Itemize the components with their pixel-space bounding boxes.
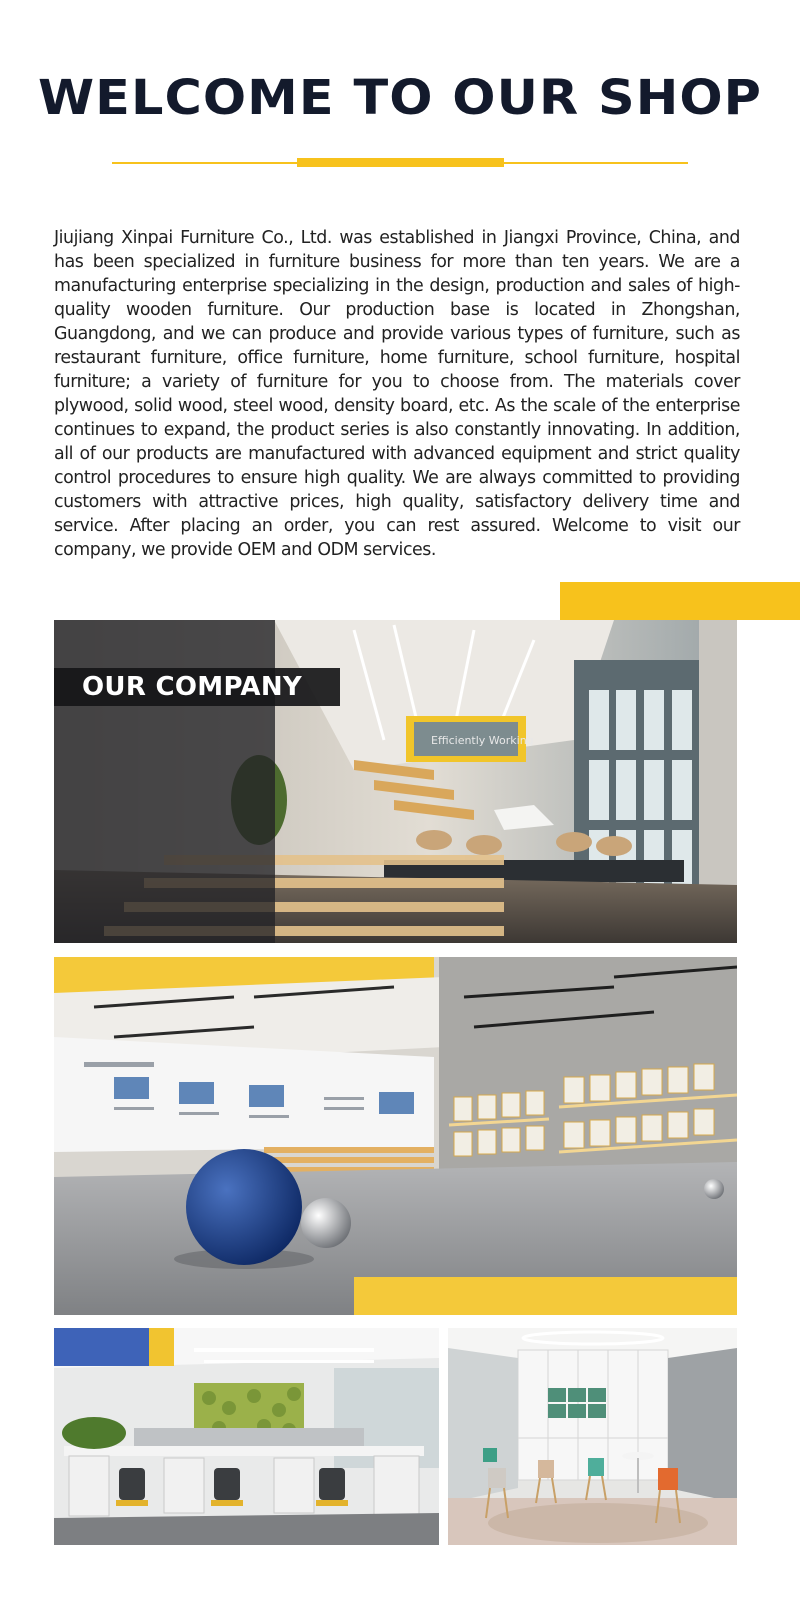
office-workstations-photo: [54, 1328, 439, 1545]
exhibition-hall-photo: [54, 957, 737, 1315]
yellow-accent-tab: [560, 582, 800, 620]
title-underline-accent: [297, 158, 504, 167]
pantry-lounge-photo: [448, 1328, 737, 1545]
company-lobby-photo: [54, 620, 737, 943]
our-company-label-box: [54, 668, 340, 706]
company-intro-text: Jiujiang Xinpai Furniture Co., Ltd. was established in Jiangxi Province, China, and has been specialized in furniture business for more than ten years. We are a manufacturing enterprise specializing in the design, production and sales of high-quality wooden furniture. Our production base is located in Zhongshan, Guangdong, and we can produce and provide various types of furniture, such as restaurant furniture, office furniture, home furniture, school furniture, hospital furniture; a variety of furniture for you to choose from. The materials cover plywood, solid wood, steel wood, density board, etc. As the scale of the enterprise continues to expand, the product series is also constantly innovating. In addition, all of our products are manufactured with advanced equipment and strict quality control procedures to ensure high quality. We are always committed to providing customers with attractive prices, high quality, satisfactory delivery time and service. After placing an order, you can rest assured. Welcome to visit our company, we provide OEM and ODM services.: [54, 228, 740, 560]
page-title: WELCOME TO OUR SHOP: [37, 70, 763, 126]
our-company-title: OUR COMPANY: [82, 672, 303, 702]
lobby-sign-text: Efficiently Working: [431, 734, 534, 747]
